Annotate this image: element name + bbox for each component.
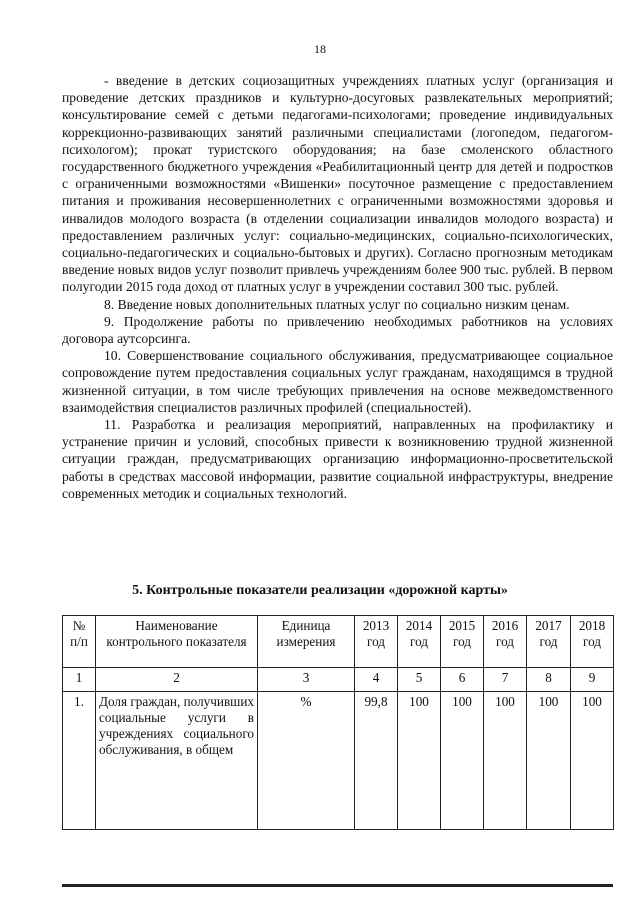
column-number: 8 bbox=[527, 668, 571, 692]
paragraph-item-10: 10. Совершенствование социального обслуживания, предусматривающее социальное сопровождение путем предоставления социальных услуг гражданам, находящимся в трудной жизненной ситуации, в том числе требующих привлечения на основе межведомственного взаимодействия специалистов различных профилей (специальностей). bbox=[62, 348, 613, 415]
row-indicator-name-text: Доля граждан, получивших социальные услуги в учреждениях социального обслуживания, в общем bbox=[99, 694, 254, 757]
kpi-table bbox=[62, 615, 614, 830]
row-indicator-name bbox=[96, 692, 258, 830]
column-number: 6 bbox=[441, 668, 484, 692]
table-header-row bbox=[63, 616, 614, 668]
column-number: 1 bbox=[63, 668, 96, 692]
paragraph-item-11: 11. Разработка и реализация мероприятий, направленных на профилактику и устранение причин и условий, способных привести к возникновению трудной жизненной ситуации граждан, предусматривающих организацию информационно-просветительской работы в средствах массовой информации, развитие социальной инфраструктуры, внедрение современных методик и социальных технологий. bbox=[62, 417, 613, 501]
column-number: 2 bbox=[96, 668, 258, 692]
header-unit: Единица измерения bbox=[258, 616, 355, 668]
column-number-row bbox=[63, 668, 614, 692]
row-value-2014: 100 bbox=[398, 692, 441, 830]
header-year-2015: 2015 год bbox=[441, 616, 484, 668]
row-value-2015: 100 bbox=[441, 692, 484, 830]
column-number: 5 bbox=[398, 668, 441, 692]
header-name: Наименование контрольного показателя bbox=[96, 616, 258, 668]
column-number: 4 bbox=[355, 668, 398, 692]
paragraph-item-9: 9. Продолжение работы по привлечению необходимых работников на условиях договора аутсорсинга. bbox=[62, 313, 613, 347]
page-number: 18 bbox=[314, 42, 326, 56]
row-num: 1. bbox=[63, 692, 96, 830]
header-year-2013: 2013 год bbox=[355, 616, 398, 668]
header-num: № п/п bbox=[63, 616, 96, 668]
row-value-2017: 100 bbox=[527, 692, 571, 830]
paragraph-paid-services: - введение в детских социозащитных учреждениях платных услуг (организация и проведение детских праздников и культурно-досуговых развлекательных мероприятий; консультирование семей с детьми педагогами-психологами; проведение индивидуальных коррекционно-развивающих занятий различными специалистами (логопедом, педагогом-психологом); прокат туристского оборудования; на базе смоленского областного государственного бюджетного учреждения «Реабилитационный центр для детей и подростков с ограниченными возможностями «Вишенки» посуточное размещение с предоставлением питания и проживания несовершеннолетних с ограниченными возможностями здоровья и инвалидов молодого возраста (в отделении социализации инвалидов молодого возраста) и предоставлением различных услуг: социально-медицинских, социально-психологических, социально-педагогических и социально-бытовых и других). Согласно прогнозным методикам введение новых видов услуг позволит привлечь учреждениям более 900 тыс. рублей. В первом полугодии 2015 года доход от платных услуг в учреждении составил 300 тыс. рублей. bbox=[62, 73, 613, 295]
column-number: 7 bbox=[484, 668, 527, 692]
paragraph-item-8: 8. Введение новых дополнительных платных услуг по социально низким ценам. bbox=[104, 296, 570, 312]
page-bottom-rule bbox=[62, 884, 613, 887]
column-number: 3 bbox=[258, 668, 355, 692]
header-year-2017: 2017 год bbox=[527, 616, 571, 668]
header-year-2016: 2016 год bbox=[484, 616, 527, 668]
row-value-2013: 99,8 bbox=[355, 692, 398, 830]
column-number: 9 bbox=[571, 668, 614, 692]
section-title: 5. Контрольные показатели реализации «дорожной карты» bbox=[132, 583, 508, 598]
header-year-2014: 2014 год bbox=[398, 616, 441, 668]
table-row bbox=[63, 692, 614, 830]
document-body bbox=[62, 72, 613, 502]
header-year-2018: 2018 год bbox=[571, 616, 614, 668]
row-value-2018: 100 bbox=[571, 692, 614, 830]
row-unit: % bbox=[258, 692, 355, 830]
row-value-2016: 100 bbox=[484, 692, 527, 830]
